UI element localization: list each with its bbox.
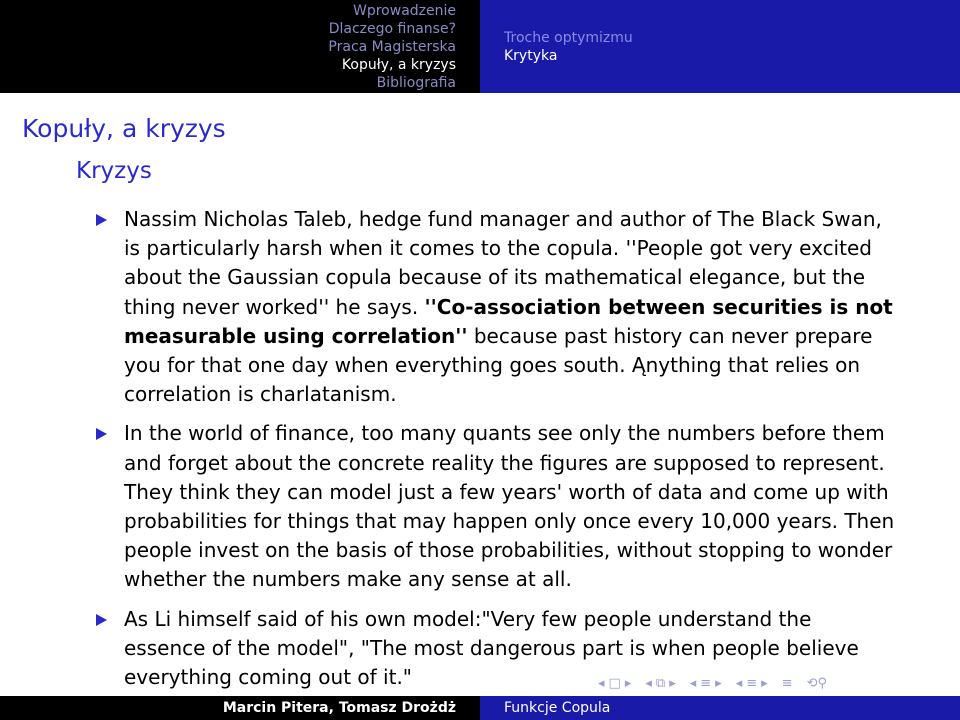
nav-next-frame-icon[interactable]: ▸ [669, 676, 676, 691]
bullet-triangle-icon [96, 605, 124, 626]
frame-section-title: Kopuły, a kryzys [22, 114, 226, 143]
nav-section-kopuly-a-kryzys[interactable]: Kopuły, a kryzys [341, 56, 456, 73]
nav-next-section-icon[interactable]: ▸ [761, 676, 768, 691]
bullet-triangle-icon [96, 205, 124, 226]
footer-title: Funkcje Copula [504, 700, 611, 716]
nav-search-icon[interactable]: ⟲⚲ [806, 676, 827, 691]
bullet-bold-quote: ''Co-association between securities is not measurable using correlation'' [124, 294, 893, 348]
footer-authors: Marcin Pitera, Tomasz Drożdż [222, 700, 456, 716]
headline-bar [0, 0, 960, 93]
nav-document-icon[interactable]: ≡ [781, 676, 793, 691]
footer-authors-box [0, 696, 480, 720]
nav-next-slide-icon[interactable]: ▸ [624, 676, 632, 691]
footer-title-box [480, 696, 960, 720]
nav-prev-subsection-icon[interactable]: ◂ [689, 676, 697, 691]
nav-prev-frame-icon[interactable]: ◂ [645, 676, 652, 691]
nav-subsection-troche-optymizmu[interactable]: Troche optymizmu [504, 29, 633, 46]
bullet-text [124, 205, 896, 409]
nav-section-wprowadzenie[interactable]: Wprowadzenie [353, 2, 456, 19]
nav-section-praca-magisterska[interactable]: Praca Magisterska [328, 38, 456, 55]
section-navigation [0, 0, 480, 93]
navigation-symbols [598, 674, 827, 694]
bullet-text-part: because past history can never prepare you for that one day when everything goes south. Ąnything that relies on correlation is charlatanism. [124, 323, 873, 407]
bullet-item [96, 205, 896, 409]
nav-subsection-icon[interactable]: ≡ [700, 676, 712, 691]
nav-prev-section-icon[interactable]: ◂ [735, 676, 743, 691]
bullet-text: In the world of finance, too many quants see only the numbers before them and forget about the concrete reality the figures are supposed to represent. They think they can model just a few years' worth of data and come up with probabilities for things that may happen only once every 10,000 years. Then people invest on the basis of those probabilities, without stopping to wonder whether the numbers make any sense at all. [124, 421, 895, 592]
nav-frame-icon[interactable]: ⧉ [655, 676, 666, 691]
nav-section-icon[interactable]: ≡ [746, 676, 758, 691]
footline-bar [0, 696, 960, 720]
slide-content [96, 205, 896, 702]
bullet-triangle-icon [96, 419, 124, 440]
nav-section-dlaczego-finanse[interactable]: Dlaczego finanse? [328, 20, 456, 37]
bullet-text-part: Nassim Nicholas Taleb, hedge fund manager and author of The Black Swan, is particularly harsh when it comes to the copula. ''People got very excited about the Gaussian copula because of its mathematical elegance, but the thing never worked'' he says. [124, 207, 882, 319]
nav-subsection-krytyka[interactable]: Krytyka [504, 47, 558, 64]
bullet-text: As Li himself said of his own model:"Very few people understand the essence of the model", "The most dangerous part is when people believe everything coming out of it." [124, 606, 859, 690]
frame-subsection-title: Kryzys [76, 158, 152, 184]
nav-next-subsection-icon[interactable]: ▸ [715, 676, 722, 691]
nav-section-bibliografia[interactable]: Bibliografia [376, 74, 456, 91]
bullet-item [96, 419, 896, 594]
nav-slide-icon[interactable]: □ [608, 676, 621, 691]
nav-prev-slide-icon[interactable]: ◂ [598, 676, 605, 691]
subsection-navigation [480, 0, 960, 93]
